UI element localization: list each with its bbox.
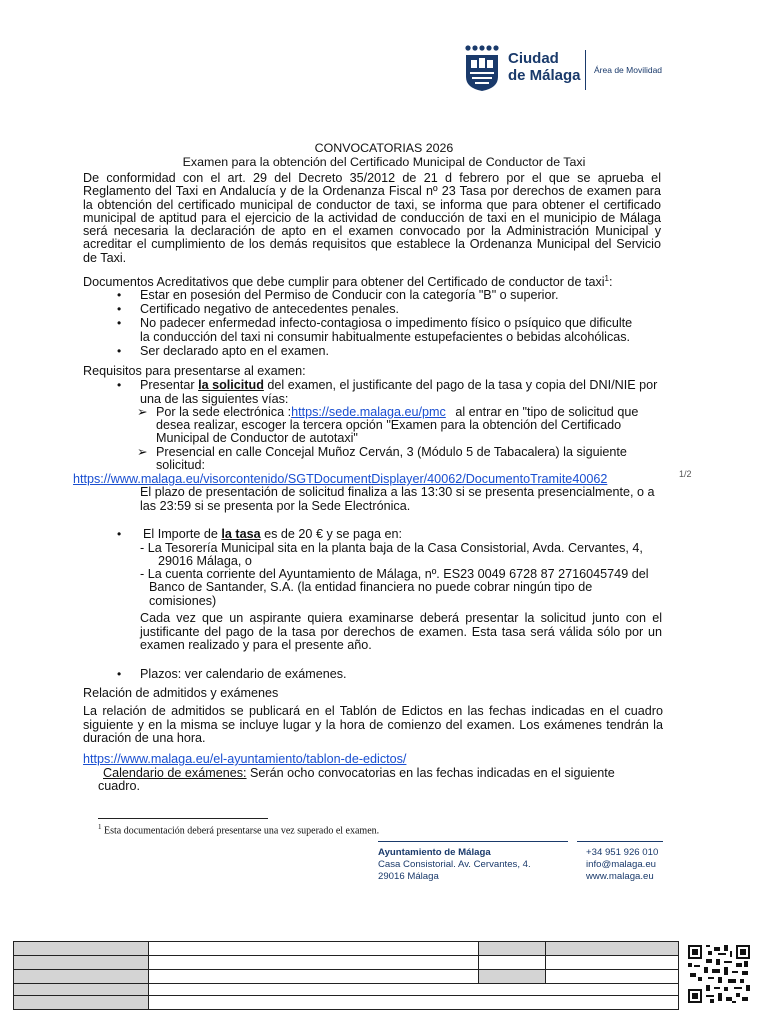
importe-pre: El Importe de <box>143 527 218 541</box>
req-presencial: Presencial en calle Concejal Muñoz Cerván, 3 (Módulo 5 de Tabacalera) la siguiente <box>156 445 627 459</box>
footer-phone: +34 951 926 010 <box>586 847 659 858</box>
doc-title: CONVOCATORIAS 2026 <box>314 141 454 155</box>
footer-address-1: Casa Consistorial. Av. Cervantes, 4. <box>378 859 531 870</box>
req-presentar-word: Presentar <box>140 378 195 392</box>
table-cell <box>479 956 546 970</box>
cada-paragraph: Cada vez que un aspirante quiera examinarse deberá presentar la solicitud junto con el justificante del pago de la tasa por derechos de examen. Esta tasa será válida sólo por un examen realizado y para el presente año. <box>140 611 662 652</box>
arrow-icon: ➢ <box>137 405 148 419</box>
page-number: 1/2 <box>679 469 692 479</box>
table-cell <box>14 970 149 984</box>
registry-table <box>13 941 679 1010</box>
bullet-icon: • <box>117 302 122 316</box>
table-cell <box>149 970 479 984</box>
table-cell <box>149 996 678 1009</box>
rel-paragraph: La relación de admitidos se publicará en el Tablón de Edictos en las fechas indicadas en el cuadro siguiente y en la misma se incluye lugar y la hora de comienzo del examen. Los exámenes tendrán la duración de una hora. <box>83 704 663 745</box>
docs-item-2: Certificado negativo de antecedentes penales. <box>140 302 400 316</box>
bullet-icon: • <box>117 527 122 541</box>
sede-cont-2: Municipal de Conductor de autotaxi" <box>156 431 358 445</box>
importe-post: es de 20 € y se paga en: <box>264 527 403 541</box>
docs-heading-colon: : <box>609 275 613 290</box>
docs-heading <box>83 272 613 289</box>
list-item <box>117 667 121 681</box>
logo-divider <box>585 50 586 90</box>
docs-item-3-cont: la conducción del taxi ni consumir habitualmente estupefacientes o bebidas alcohólicas. <box>140 330 631 344</box>
list-item <box>117 344 121 358</box>
footer-org: Ayuntamiento de Málaga <box>378 847 491 858</box>
req-presentar <box>140 378 657 392</box>
req-heading: Requisitos para presentarse al examen: <box>83 364 306 378</box>
tablon-link[interactable]: https://www.malaga.eu/el-ayuntamiento/tablon-de-edictos/ <box>83 752 407 766</box>
la-tasa: la tasa <box>221 527 261 541</box>
footer-divider-right <box>577 841 663 842</box>
table-cell <box>546 942 678 956</box>
document-link[interactable]: https://www.malaga.eu/visorcontenido/SGTDocumentDisplayer/40062/DocumentoTramite40062 <box>73 472 608 486</box>
cuenta-3: comisiones) <box>149 594 217 608</box>
docs-item-3: No padecer enfermedad infecto-contagiosa o impedimento físico o psíquico que dificulte <box>140 316 633 330</box>
importe <box>143 527 402 541</box>
sede-label: Por la sede electrónica : <box>156 405 292 419</box>
list-item <box>117 527 121 541</box>
plazos: Plazos: ver calendario de exámenes. <box>140 667 347 681</box>
footer-web[interactable]: www.malaga.eu <box>586 871 654 882</box>
footnote-divider <box>98 818 268 819</box>
docs-item-4: Ser declarado apto en el examen. <box>140 344 330 358</box>
bullet-icon: • <box>117 316 122 330</box>
plazo-line-2: las 23:59 si se presenta por la Sede Electrónica. <box>140 499 411 513</box>
bullet-icon: • <box>117 344 122 358</box>
rel-heading: Relación de admitidos y exámenes <box>83 686 279 700</box>
tesoreria-2: 29016 Málaga, o <box>158 554 252 568</box>
sede-cont-1: desea realizar, escoger la tercera opción "Examen para la obtención del Certificado <box>156 418 622 432</box>
logo-text <box>508 50 581 84</box>
table-cell <box>479 942 546 956</box>
bullet-icon: • <box>117 288 122 302</box>
department-name: Área de Movilidad <box>594 65 663 75</box>
req-presentar-cont: una de las siguientes vías: <box>140 392 289 406</box>
calendario <box>103 766 615 780</box>
footnote-ref[interactable]: 1 <box>604 274 609 283</box>
footer-divider-left <box>378 841 568 842</box>
sede-post: al entrar en "tipo de solicitud que <box>455 405 639 419</box>
footer-address-2: 29016 Málaga <box>378 871 439 882</box>
bullet-icon: • <box>117 378 122 392</box>
calendario-label: Calendario de exámenes: <box>103 766 247 780</box>
sede-link[interactable]: https://sede.malaga.eu/pmc <box>291 405 446 419</box>
table-cell <box>149 942 479 956</box>
list-item <box>117 316 121 330</box>
list-item <box>117 302 121 316</box>
bullet-icon: • <box>117 667 122 681</box>
calendario-text: Serán ocho convocatorias en las fechas indicadas en el siguiente <box>250 766 615 780</box>
logo-line-2: de Málaga <box>508 67 581 84</box>
doc-subtitle: Examen para la obtención del Certificado Municipal de Conductor de Taxi <box>182 155 586 169</box>
table-cell <box>479 970 546 984</box>
plazo-line-1: El plazo de presentación de solicitud finaliza a las 13:30 si se presenta presencialmente, o a <box>140 485 655 499</box>
logo-line-1: Ciudad <box>508 50 559 67</box>
docs-heading-text: Documentos Acreditativos que debe cumplir para obtener del Certificado de conductor de taxi <box>83 275 605 290</box>
req-presentar-rest: del examen, el justificante del pago de la tasa y copia del DNI/NIE por <box>267 378 658 392</box>
arrow-icon: ➢ <box>137 445 148 459</box>
calendario-cont: cuadro. <box>98 779 141 793</box>
footnote-number: 1 <box>98 823 102 831</box>
footnote <box>98 823 379 836</box>
intro-paragraph: De conformidad con el art. 29 del Decreto 35/2012 de 21 d febrero por el que se aprueba el Reglamento del Taxi en Andalucía y de la Ordenanza Fiscal nº 23 Tasa por derechos de examen para la obtención del certificado municipal de conductor de taxi, se informa que para obtener el certificado municipal de aptitud para el ejercicio de la actividad de conducción de taxi en el municipio de Málaga será necesaria la declaración de apto en el examen convocado por la Administración Municipal y acreditar el cumplimiento de los demás requisitos que establece la Ordenanza Municipal del Servicio de Taxi. <box>83 171 661 265</box>
req-sede <box>156 405 638 419</box>
qr-code-icon[interactable] <box>688 945 750 1003</box>
table-cell <box>14 996 149 1009</box>
city-logo <box>464 44 684 94</box>
cuenta-1: - La cuenta corriente del Ayuntamiento de Málaga, nº. ES23 0049 6728 87 2716045749 del <box>140 567 649 581</box>
table-cell <box>14 956 149 970</box>
tesoreria-1: - La Tesorería Municipal sita en la planta baja de la Casa Consistorial, Avda. Cervantes, 4, <box>140 541 643 555</box>
list-item <box>117 378 121 392</box>
la-solicitud: la solicitud <box>198 378 264 392</box>
footnote-text: Esta documentación deberá presentarse una vez superado el examen. <box>104 825 380 837</box>
footer-email[interactable]: info@malaga.eu <box>586 859 657 870</box>
presencial-cont: solicitud: <box>156 458 205 472</box>
table-cell <box>546 956 678 970</box>
table-cell <box>14 942 149 956</box>
table-cell <box>546 970 678 984</box>
coat-of-arms-icon <box>464 44 500 92</box>
table-cell <box>149 984 678 996</box>
docs-item-1: Estar en posesión del Permiso de Conducir con la categoría "B" o superior. <box>140 288 559 302</box>
table-cell <box>149 956 479 970</box>
cuenta-2: Banco de Santander, S.A. (la entidad financiera no puede cobrar ningún tipo de <box>149 580 593 594</box>
table-cell <box>14 984 149 996</box>
list-item <box>117 288 121 302</box>
